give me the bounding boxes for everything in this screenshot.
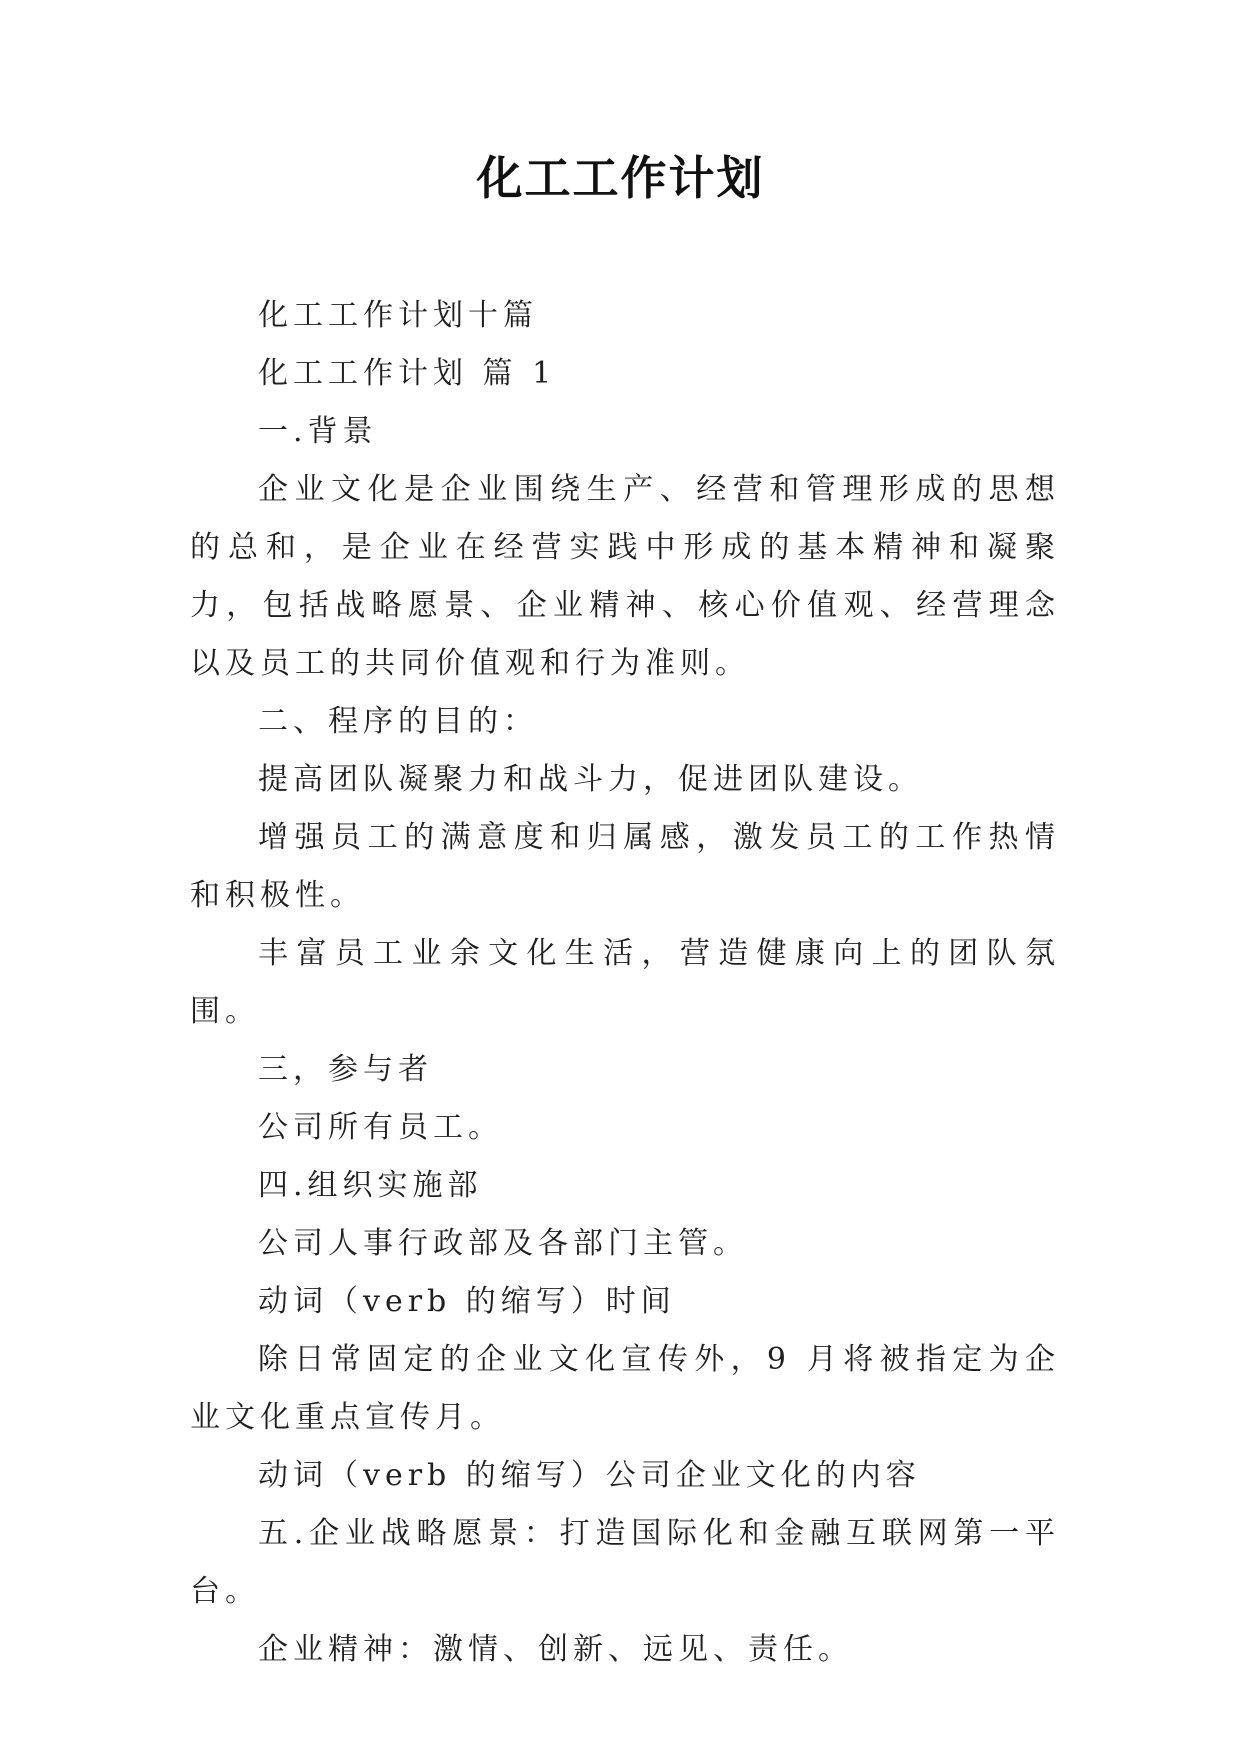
paragraph: 五.企业战略愿景：打造国际化和金融互联网第一平台。 <box>190 1516 1060 1609</box>
paragraph: 二、程序的目的： <box>258 704 538 739</box>
paragraph: 化工工作计划 篇 1 <box>258 356 557 391</box>
paragraph: 丰富员工业余文化生活，营造健康向上的团队氛围。 <box>190 936 1060 1029</box>
paragraph: 除日常固定的企业文化宣传外，9 月将被指定为企业文化重点宣传月。 <box>190 1342 1060 1435</box>
paragraph: 化工工作计划十篇 <box>258 298 538 333</box>
document-body <box>190 287 1060 1679</box>
paragraph: 企业文化是企业围绕生产、经营和管理形成的思想的总和，是企业在经营实践中形成的基本精神和凝聚力，包括战略愿景、企业精神、核心价值观、经营理念以及员工的共同价值观和行为准则。 <box>190 472 1060 681</box>
paragraph: 公司所有员工。 <box>258 1110 503 1145</box>
paragraph: 增强员工的满意度和归属感，激发员工的工作热情和积极性。 <box>190 820 1060 913</box>
paragraph: 企业精神：激情、创新、远见、责任。 <box>258 1632 853 1667</box>
document-title: 化工工作计划 <box>476 151 765 205</box>
paragraph: 公司人事行政部及各部门主管。 <box>258 1226 748 1261</box>
paragraph: 三，参与者 <box>258 1052 433 1087</box>
paragraph: 一.背景 <box>258 414 378 449</box>
paragraph: 动词（verb 的缩写）时间 <box>258 1284 676 1319</box>
paragraph: 动词（verb 的缩写）公司企业文化的内容 <box>258 1458 921 1493</box>
paragraph: 提高团队凝聚力和战斗力，促进团队建设。 <box>258 762 923 797</box>
paragraph: 四.组织实施部 <box>258 1168 483 1203</box>
